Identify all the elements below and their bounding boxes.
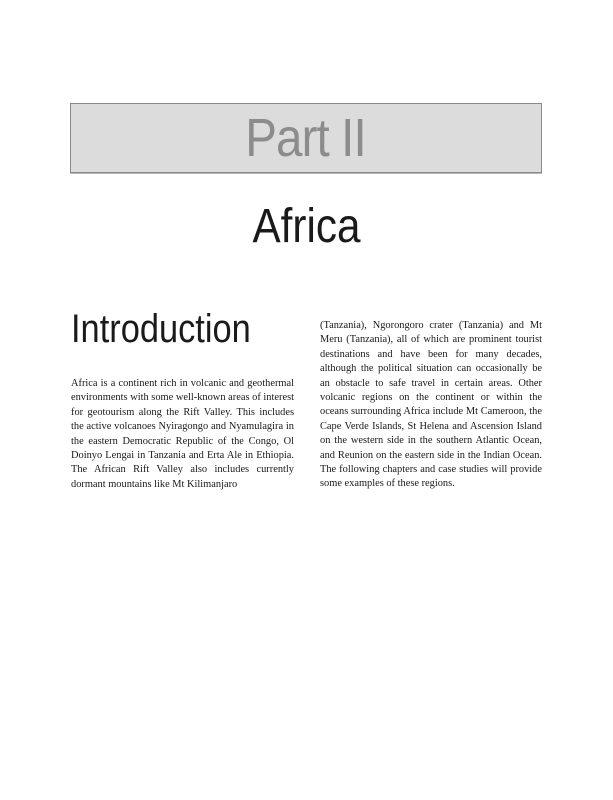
part-banner bbox=[70, 103, 542, 173]
section-title: Africa bbox=[252, 200, 361, 253]
body-text-left-column: Africa is a continent rich in volcanic and geothermal environments with some well-known areas of interest for geotourism along the Rift Valley. This includes the active volcanoes Nyiragongo and Nyamulagira in the eastern Democratic Republic of the Congo, Ol Doinyo Lengai in Tanzania and Erta Ale in Ethiopia. The African Rift Valley also includes currently dormant mountains like Mt Kilimanjaro bbox=[71, 378, 294, 490]
body-text-right-column: (Tanzania), Ngorongoro crater (Tanzania) and Mt Meru (Tanzania), all of which are prominent tourist destinations and have been for many decades, although the political situation can occasionally be an obstacle to safe travel in certain areas. Other volcanic regions on the continent or within the oceans surrounding Africa include Mt Cameroon, the Cape Verde Islands, St Helena and Ascension Island on the western side in the southern Atlantic Ocean, and Reunion on the eastern side in the Indian Ocean. The following chapters and case studies will provide some examples of these regions. bbox=[320, 320, 542, 490]
introduction-heading: Introduction bbox=[71, 307, 251, 351]
part-label: Part II bbox=[245, 108, 367, 168]
